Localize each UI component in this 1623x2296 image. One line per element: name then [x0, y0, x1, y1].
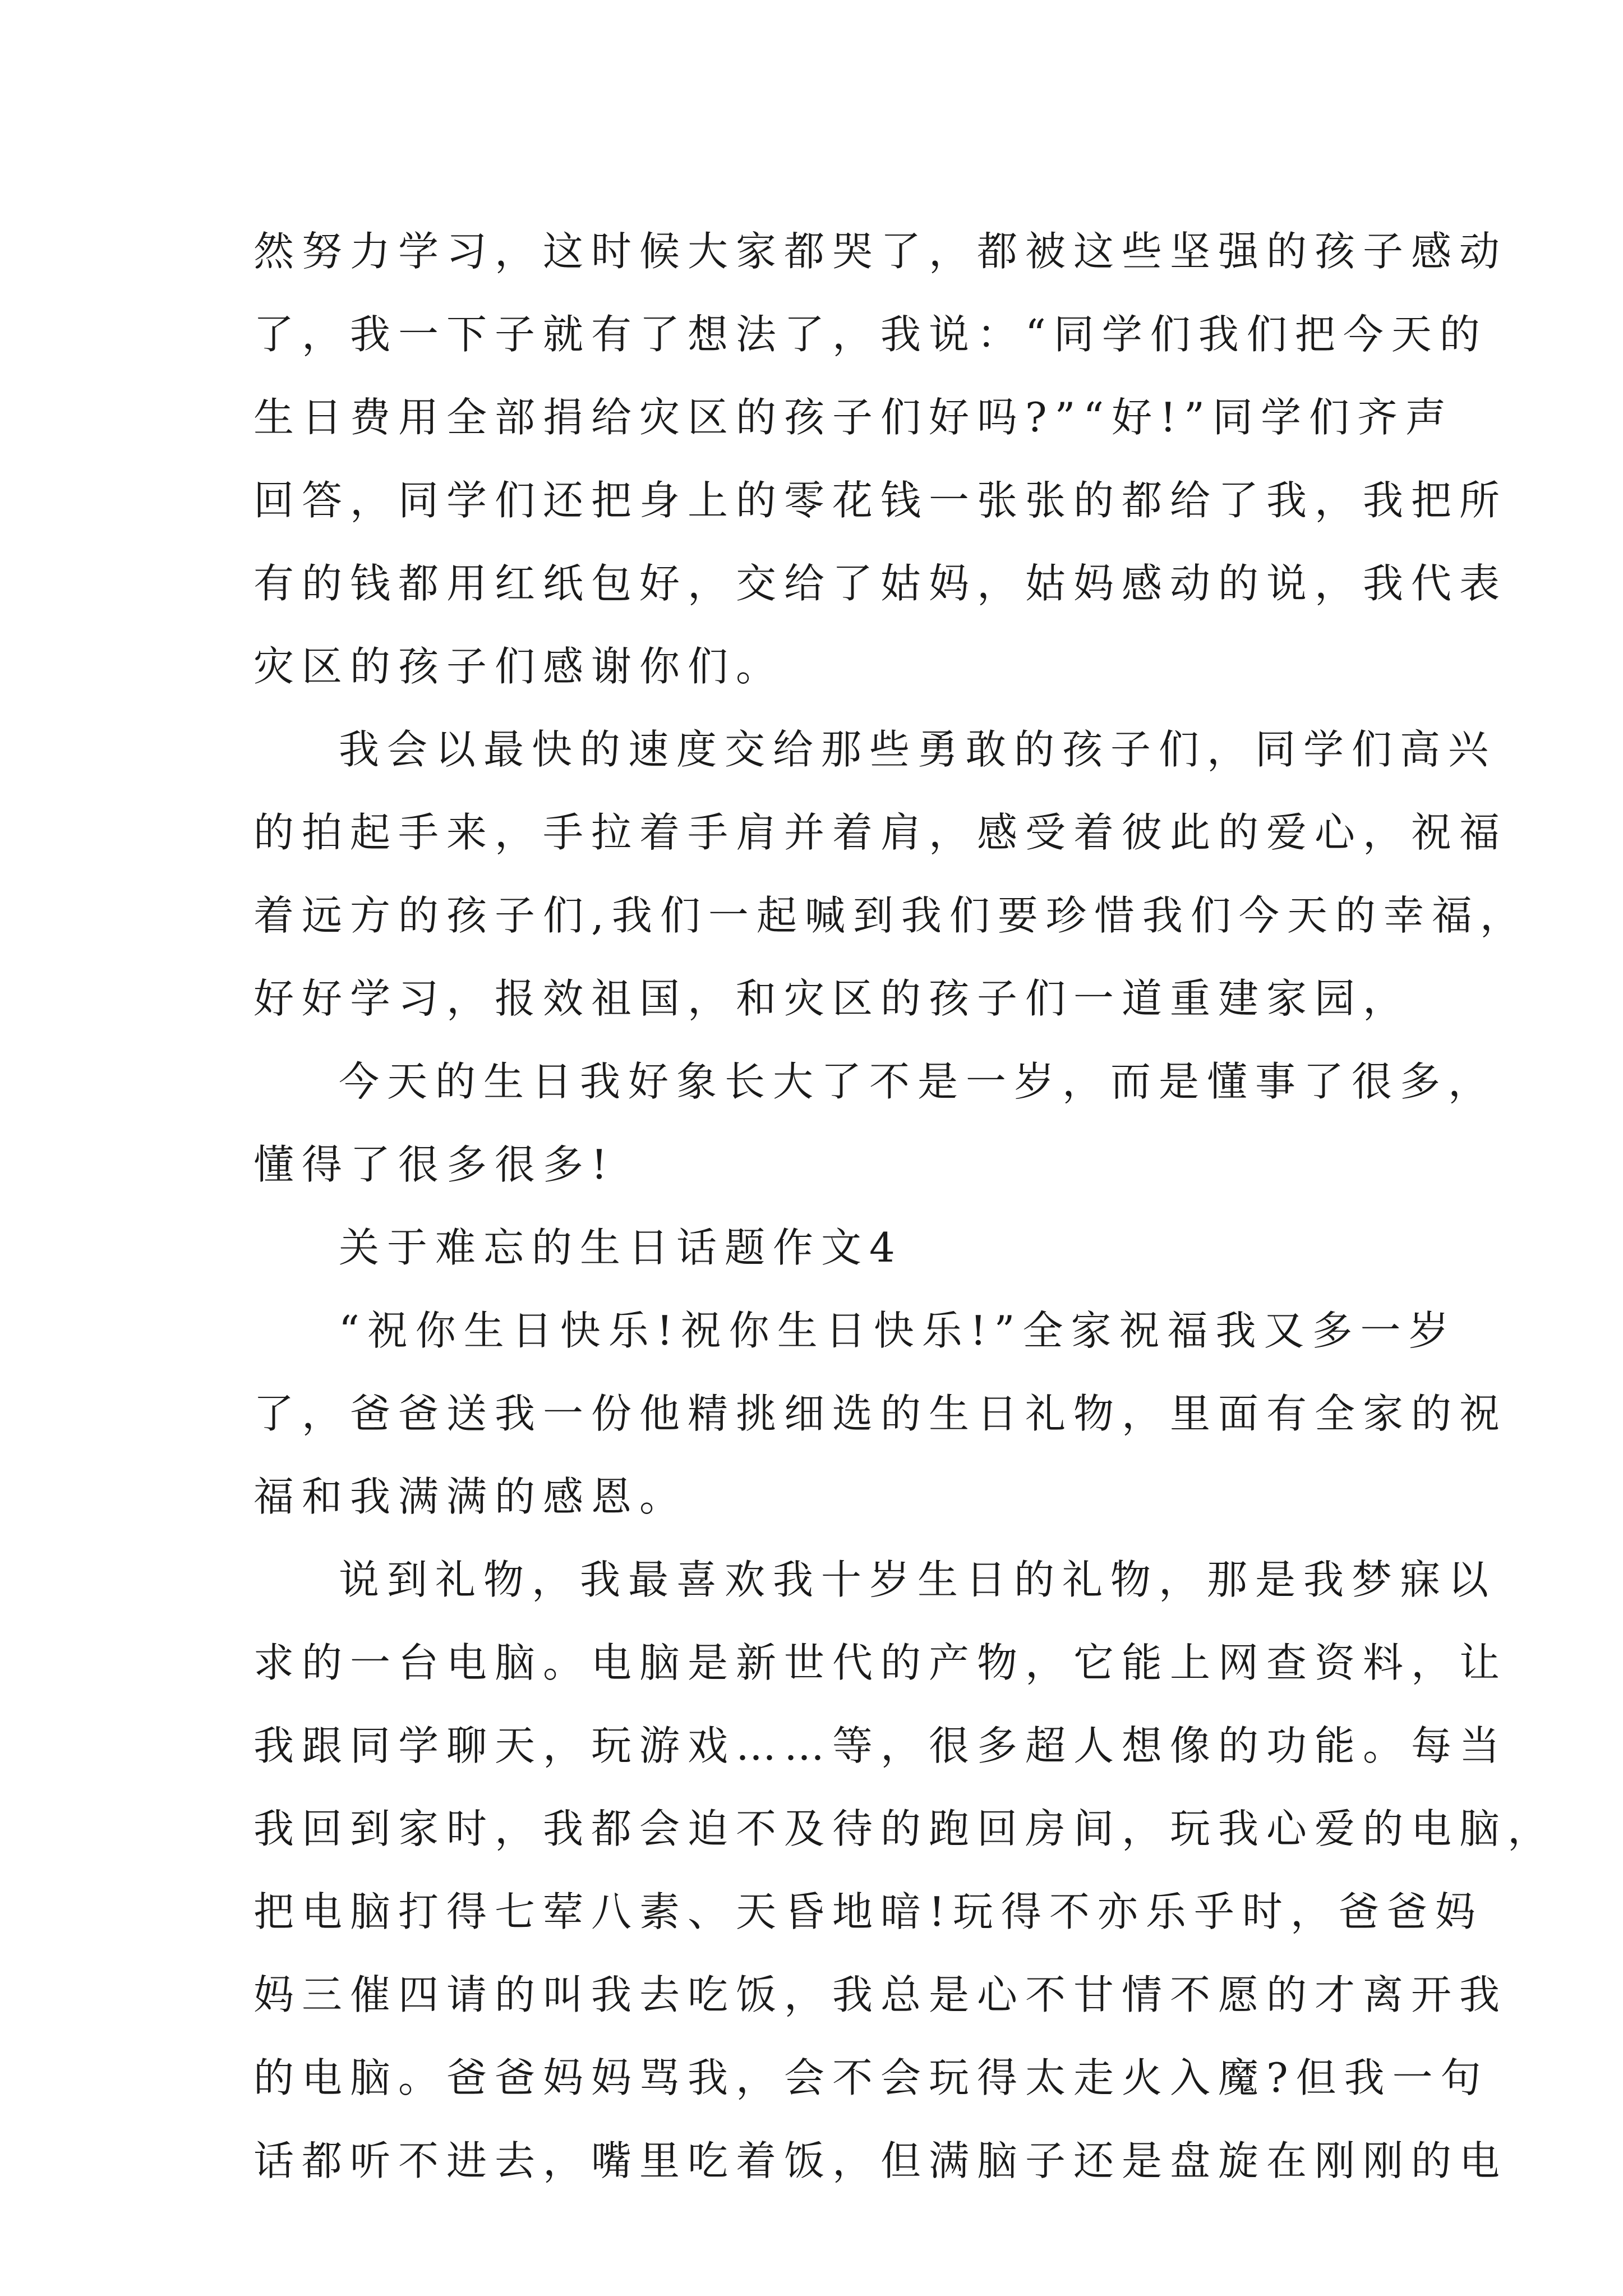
text-line: 话都听不进去，嘴里吃着饭，但满脑子还是盘旋在刚刚的电 — [253, 2137, 1508, 2184]
text-line: 有的钱都用红纸包好，交给了姑妈，姑妈感动的说，我代表 — [253, 560, 1508, 607]
text-line: 妈三催四请的叫我去吃饭，我总是心不甘情不愿的才离开我 — [253, 1971, 1508, 2018]
section-heading: 关于难忘的生日话题作文4 — [339, 1224, 903, 1271]
text-line: 灾区的孩子们感谢你们。 — [253, 643, 785, 690]
text-line: 把电脑打得七荤八素、天昏地暗!玩得不亦乐乎时，爸爸妈 — [253, 1888, 1483, 1935]
paragraph-first-line: 说到礼物，我最喜欢我十岁生日的礼物，那是我梦寐以 — [339, 1556, 1497, 1603]
text-line: 懂得了很多很多! — [253, 1141, 615, 1188]
text-line: 着远方的孩子们,我们一起喊到我们要珍惜我们今天的幸福， — [253, 892, 1528, 939]
text-line: 我跟同学聊天，玩游戏……等，很多超人想像的功能。每当 — [253, 1722, 1508, 1769]
text-line: 求的一台电脑。电脑是新世代的产物，它能上网查资料，让 — [253, 1639, 1508, 1686]
paragraph-first-line: 今天的生日我好象长大了不是一岁，而是懂事了很多， — [339, 1058, 1497, 1105]
text-line: 然努力学习，这时候大家都哭了，都被这些坚强的孩子感动 — [253, 228, 1508, 275]
text-line: 的电脑。爸爸妈妈骂我，会不会玩得太走火入魔?但我一句 — [253, 2054, 1489, 2101]
text-line: 的拍起手来，手拉着手肩并着肩，感受着彼此的爱心，祝福 — [253, 809, 1508, 856]
text-line: 福和我满满的感恩。 — [253, 1473, 688, 1520]
text-line: 回答，同学们还把身上的零花钱一张张的都给了我，我把所 — [253, 477, 1508, 524]
text-line: 生日费用全部捐给灾区的孩子们好吗?”“好!”同学们齐声 — [253, 394, 1454, 441]
text-line: 我回到家时，我都会迫不及待的跑回房间，玩我心爱的电脑， — [253, 1805, 1556, 1852]
text-line: 了，爸爸送我一份他精挑细选的生日礼物，里面有全家的祝 — [253, 1390, 1508, 1437]
paragraph-first-line: “祝你生日快乐!祝你生日快乐!”全家祝福我又多一岁 — [339, 1307, 1457, 1354]
text-line: 好好学习，报效祖国，和灾区的孩子们一道重建家园， — [253, 975, 1412, 1022]
text-line: 了，我一下子就有了想法了，我说：“同学们我们把今天的 — [253, 311, 1488, 358]
paragraph-first-line: 我会以最快的速度交给那些勇敢的孩子们，同学们高兴 — [339, 726, 1497, 773]
